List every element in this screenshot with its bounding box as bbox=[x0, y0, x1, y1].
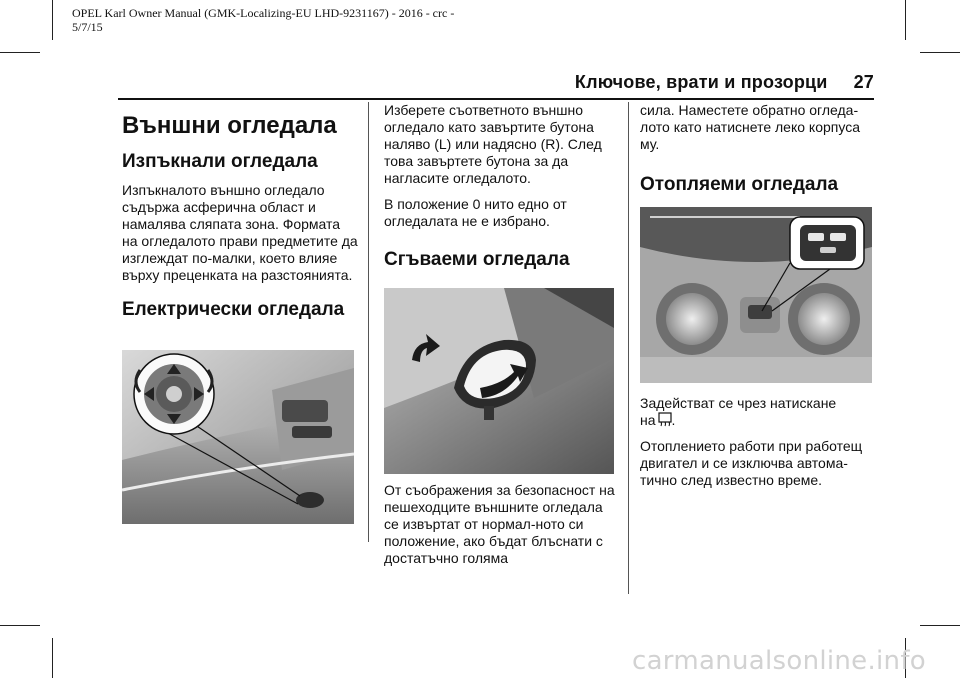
running-header bbox=[575, 72, 874, 93]
watermark: carmanualsonline.info bbox=[631, 646, 926, 676]
heated-operate-line2: на bbox=[640, 412, 656, 428]
section-title: Ключове, врати и прозорци bbox=[574, 72, 828, 92]
heated-mirrors-heading: Отопляеми огледала bbox=[640, 174, 839, 195]
heated-operate-prefix: Задействат се чрез натискане bbox=[640, 395, 837, 411]
mirror-select-text: Изберете съответното външно огледало като завъртите бутона наляво (L) или надясно (R). След това завъртете бутона за да нагласите огледалото. bbox=[384, 102, 602, 186]
crop-mark bbox=[52, 0, 53, 40]
print-metadata bbox=[72, 6, 454, 34]
rear-window-heater-button-icon bbox=[640, 207, 872, 383]
print-metadata-line2: 5/7/15 bbox=[72, 20, 103, 34]
heater-button-figure bbox=[640, 207, 872, 383]
print-metadata-line1: OPEL Karl Owner Manual (GMK-Localizing-EU LHD-9231167) - 2016 - crc - bbox=[72, 6, 455, 20]
column-3 bbox=[640, 100, 876, 498]
column-2 bbox=[384, 100, 620, 576]
heated-operate-text bbox=[640, 395, 876, 429]
electric-mirrors-heading: Електрически огледала bbox=[122, 299, 345, 320]
position-zero-text: В положение 0 нито едно от огледалата не е избрано. bbox=[384, 196, 567, 229]
convex-mirrors-text: Изпъкналото външно огледало съдържа асферична област и намалява сляпата зона. Формата на огледалото прави предметите да изглеждат по-малки, което влияе върху преценката на разстоянията. bbox=[122, 182, 358, 283]
crop-mark bbox=[905, 0, 906, 40]
mirror-control-switch-icon bbox=[122, 350, 354, 524]
convex-mirrors-heading: Изпъкнали огледала bbox=[122, 151, 318, 172]
mirror-control-figure bbox=[122, 350, 354, 524]
folding-mirror-figure bbox=[384, 288, 614, 474]
heated-mirrors-text: Отоплението работи при работещ двигател и се изключва автома-тично след известно време. bbox=[640, 438, 863, 488]
crop-mark bbox=[920, 625, 960, 626]
folding-mirrors-text: От съображения за безопасност на пешеходците външните огледала се извъртат от нормал-ното си положение, ако бъдат блъснати с достатъчно голяма bbox=[384, 482, 615, 566]
page-title: Външни огледала bbox=[122, 112, 337, 139]
heated-operate-suffix: . bbox=[671, 412, 676, 428]
column-1 bbox=[122, 100, 358, 524]
column-divider bbox=[368, 102, 369, 542]
crop-mark bbox=[0, 52, 40, 53]
crop-mark bbox=[920, 52, 960, 53]
folding-mirrors-heading: Сгъваеми огледала bbox=[384, 249, 570, 270]
crop-mark bbox=[0, 625, 40, 626]
column-divider bbox=[628, 102, 629, 594]
page-number: 27 bbox=[853, 72, 874, 92]
heated-mirror-symbol-icon bbox=[658, 412, 672, 428]
fold-back-text: сила. Наместете обратно огледа-лото като натиснете леко корпуса му. bbox=[640, 102, 860, 152]
folding-mirror-icon bbox=[384, 288, 614, 474]
crop-mark bbox=[52, 638, 53, 678]
